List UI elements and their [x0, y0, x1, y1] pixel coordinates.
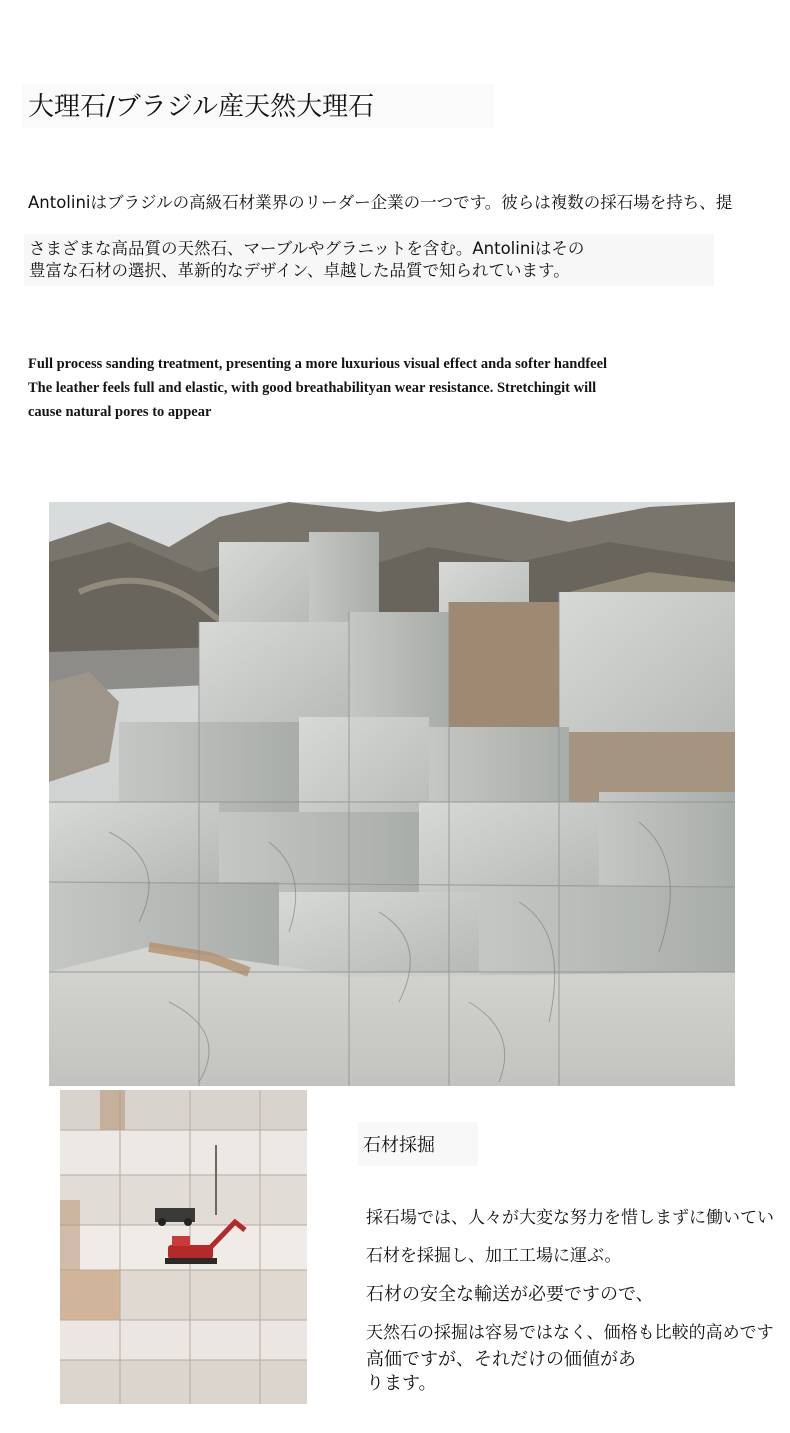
intro-paragraph — [29, 238, 584, 282]
section-line-3: 石材の安全な輸送が必要ですので、 — [366, 1284, 654, 1305]
english-line-2: The leather feels full and elastic, with good breathabilityan wear resistance. Stretchingit will — [28, 380, 597, 396]
intro-line-2: さまざまな高品質の天然石、マーブルやグラニットを含む。Antoliniはその — [29, 239, 585, 258]
section-line-6: ります。 — [366, 1373, 437, 1394]
page-title: 大理石/ブラジル産天然大理石 — [28, 92, 375, 122]
section-line-5: 高価ですが、それだけの価値があ — [366, 1349, 636, 1370]
english-description — [28, 352, 728, 424]
quarry-photo — [49, 502, 735, 1086]
section-line-1: 採石場では、人々が大変な努力を惜しまずに働いてい — [366, 1208, 774, 1228]
english-line-1: Full process sanding treatment, presenting a more luxurious visual effect anda softer handfeel — [28, 356, 608, 372]
english-line-3: cause natural pores to appear — [28, 404, 212, 420]
section-title: 石材採掘 — [363, 1135, 435, 1156]
section-line-4: 天然石の採掘は容易ではなく、価格も比較的高めです — [366, 1323, 774, 1343]
intro-line-3: 豊富な石材の選択、革新的なデザイン、卓越した品質で知られています。 — [29, 261, 570, 280]
section-line-2: 石材を採掘し、加工工場に運ぶ。 — [366, 1246, 622, 1266]
intro-line-1: Antoliniはブラジルの高級石材業界のリーダー企業の一つです。彼らは複数の採石場を持ち、提 — [28, 193, 733, 212]
excavator-photo — [60, 1090, 307, 1404]
